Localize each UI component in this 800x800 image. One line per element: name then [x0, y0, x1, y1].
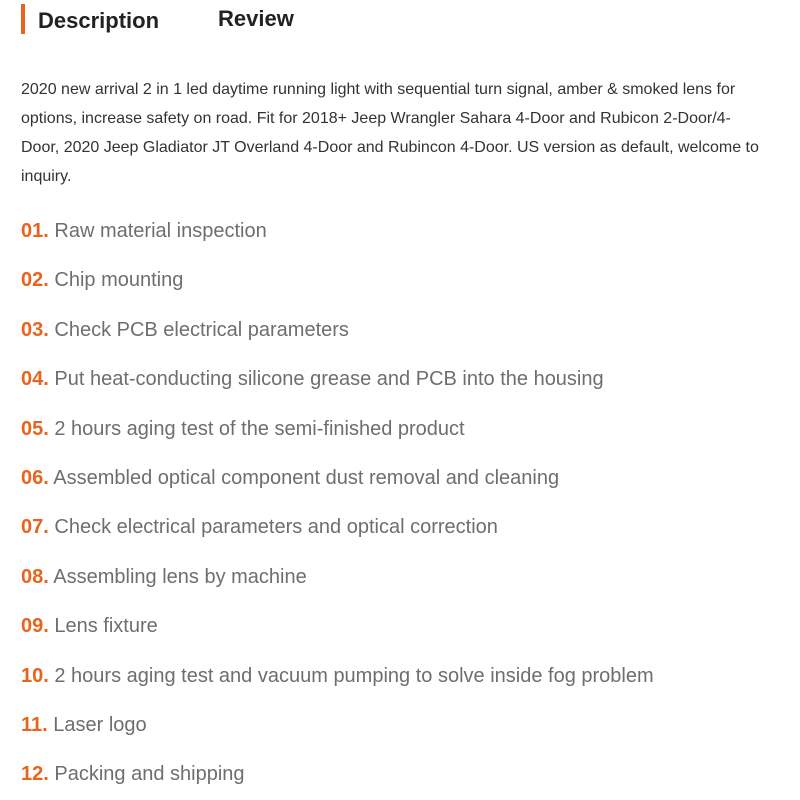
step-text: 2 hours aging test and vacuum pumping to solve inside fog problem [54, 664, 654, 687]
list-item [21, 562, 791, 611]
step-text: Laser logo [53, 713, 147, 736]
product-description: 2020 new arrival 2 in 1 led daytime running light with sequential turn signal, amber & smoked lens for options, increase safety on road. Fit for 2018+ Jeep Wrangler Sahara 4-Door and Rubicon 2-Door/4-Door, 2020 Jeep Gladiator JT Overland 4-Door and Rubincon 4-Door. US version as default, welcome to inquiry. [21, 81, 759, 185]
step-number: 04. [21, 368, 49, 391]
step-text: Assembling lens by machine [53, 565, 307, 588]
list-item [21, 265, 791, 314]
step-text: Packing and shipping [54, 763, 245, 786]
step-text: Chip mounting [54, 269, 184, 292]
list-item [21, 463, 791, 512]
step-text: 2 hours aging test of the semi-finished product [54, 417, 465, 440]
step-number: 12. [21, 763, 49, 786]
step-text: Raw material inspection [54, 220, 267, 242]
tab-description[interactable]: Description [38, 8, 160, 33]
step-text: Put heat-conducting silicone grease and PCB into the housing [54, 368, 604, 391]
active-tab-indicator [21, 4, 25, 34]
step-number: 08. [21, 565, 49, 588]
step-number: 05. [21, 417, 49, 440]
list-item [21, 611, 791, 660]
list-item [21, 364, 791, 413]
list-item [21, 710, 791, 759]
step-number: 06. [21, 466, 49, 489]
list-item [21, 414, 791, 463]
step-number: 02. [21, 269, 49, 292]
step-text: Assembled optical component dust removal and cleaning [53, 466, 560, 489]
production-steps-list [21, 216, 791, 800]
step-text: Lens fixture [54, 615, 158, 638]
product-tabs [0, 0, 800, 40]
list-item [21, 661, 791, 710]
step-text: Check electrical parameters and optical correction [54, 516, 498, 539]
list-item [21, 512, 791, 561]
step-number: 09. [21, 615, 49, 638]
step-number: 03. [21, 318, 49, 341]
step-number: 10. [21, 664, 49, 687]
list-item [21, 216, 791, 265]
step-number: 11. [21, 713, 48, 736]
tab-review[interactable]: Review [218, 6, 294, 31]
list-item [21, 315, 791, 364]
step-number: 01. [21, 220, 49, 242]
step-number: 07. [21, 516, 49, 539]
list-item [21, 759, 791, 800]
step-text: Check PCB electrical parameters [54, 318, 349, 341]
